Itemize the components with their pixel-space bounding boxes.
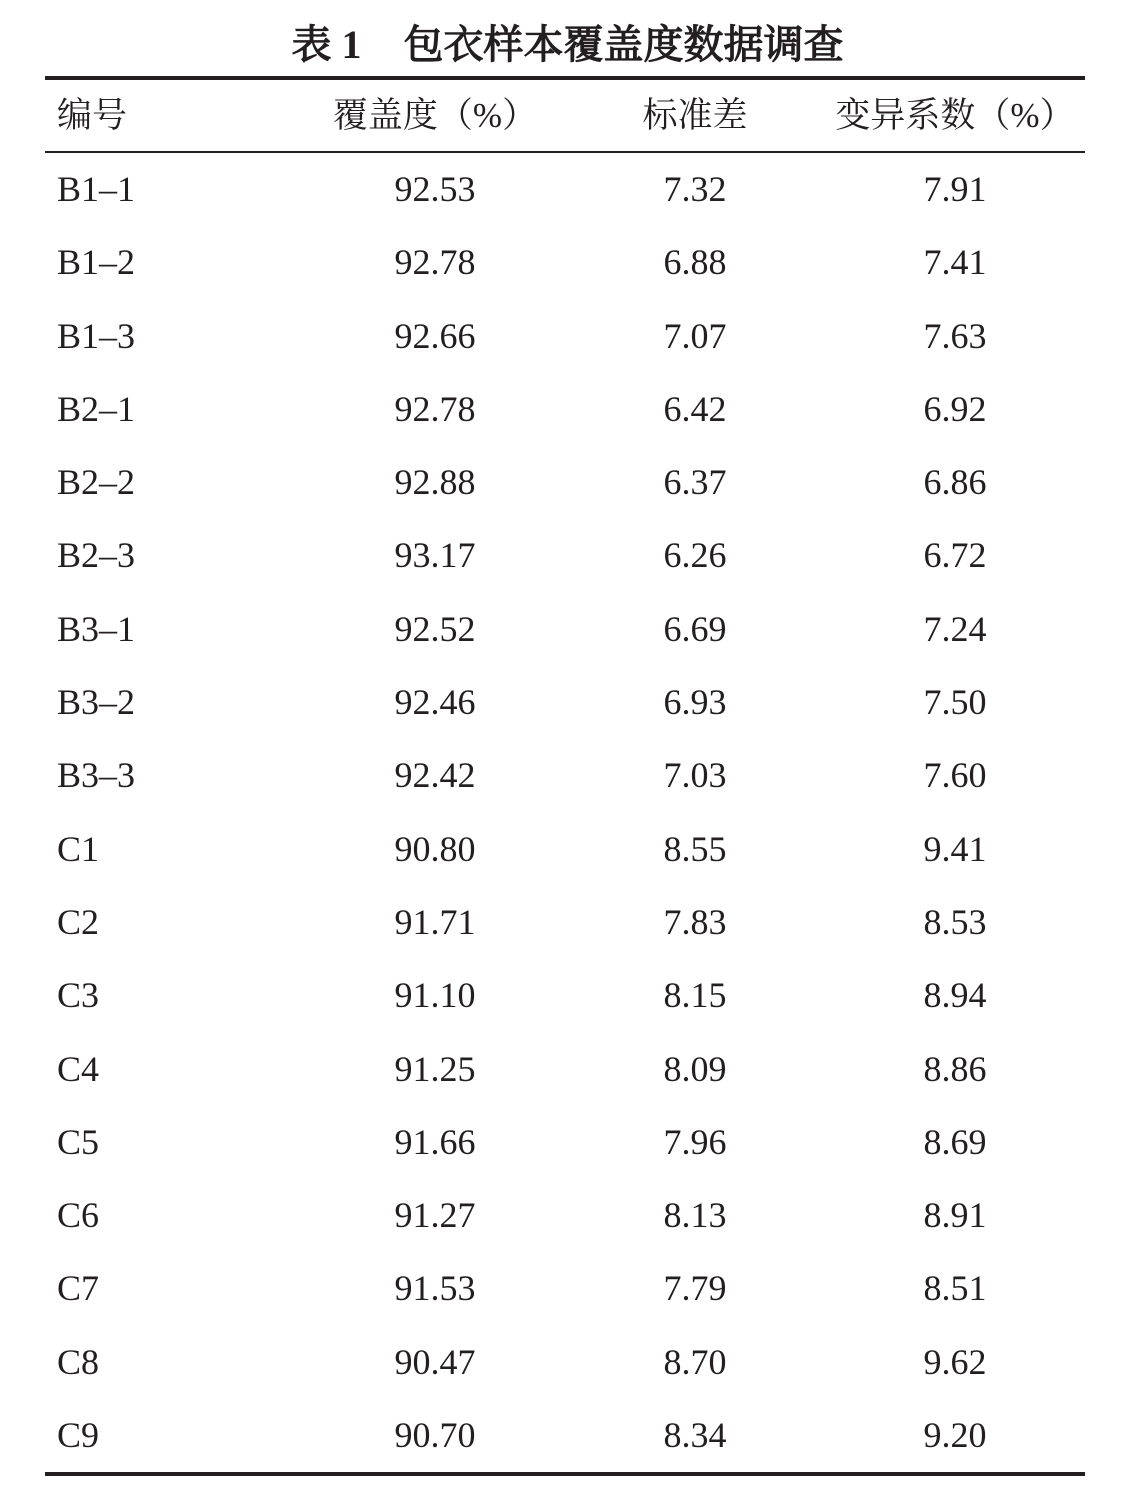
sample-id-cell: B2–3 <box>57 535 136 576</box>
sample-id-cell: C8 <box>57 1341 100 1382</box>
std-dev-cell: 7.83 <box>663 901 727 942</box>
table-row <box>45 300 1085 373</box>
table-caption <box>0 20 1135 70</box>
cv-cell: 7.91 <box>923 169 987 209</box>
table-row <box>45 153 1085 226</box>
std-dev-cell: 8.13 <box>663 1195 727 1236</box>
sample-id-cell: B2–2 <box>57 462 136 503</box>
std-dev-cell: 6.69 <box>663 608 727 649</box>
std-dev-cell: 7.32 <box>663 169 727 209</box>
std-dev-cell: 8.09 <box>663 1048 727 1089</box>
table-row <box>45 1252 1085 1325</box>
table-row <box>45 1326 1085 1399</box>
cv-cell: 7.60 <box>923 755 987 796</box>
cv-cell: 8.86 <box>923 1048 987 1089</box>
sample-id-cell: C4 <box>57 1048 100 1089</box>
coverage-cell: 91.27 <box>394 1195 476 1236</box>
coverage-cell: 90.47 <box>394 1341 476 1382</box>
table-label: 表 1 <box>291 22 362 67</box>
header-coverage: 覆盖度（%） <box>332 96 538 135</box>
sample-id-cell: C5 <box>57 1121 100 1162</box>
table-row <box>45 666 1085 739</box>
cv-cell: 8.94 <box>923 975 987 1016</box>
header-sample-id: 编号 <box>57 96 128 135</box>
sample-id-cell: B3–1 <box>57 608 136 649</box>
coverage-cell: 92.42 <box>394 755 476 796</box>
table-row <box>45 1033 1085 1106</box>
sample-id-cell: B3–3 <box>57 755 136 796</box>
table-row <box>45 959 1085 1032</box>
sample-id-cell: C9 <box>57 1415 100 1456</box>
coverage-cell: 91.10 <box>394 975 476 1016</box>
cv-cell: 9.41 <box>923 828 987 869</box>
std-dev-cell: 7.07 <box>663 315 727 356</box>
cv-cell: 8.53 <box>923 901 987 942</box>
std-dev-cell: 7.79 <box>663 1268 727 1309</box>
coverage-cell: 92.53 <box>394 169 476 209</box>
coverage-cell: 92.88 <box>394 462 476 503</box>
table-row <box>45 373 1085 446</box>
table-row <box>45 1106 1085 1179</box>
cv-cell: 6.92 <box>923 388 987 429</box>
coverage-cell: 91.25 <box>394 1048 476 1089</box>
table-row <box>45 813 1085 886</box>
std-dev-cell: 6.26 <box>663 535 727 576</box>
std-dev-cell: 7.03 <box>663 755 727 796</box>
coverage-cell: 92.66 <box>394 315 476 356</box>
coverage-cell: 92.78 <box>394 242 476 283</box>
sample-id-cell: B3–2 <box>57 682 136 723</box>
coverage-cell: 91.53 <box>394 1268 476 1309</box>
data-table <box>45 76 1085 1476</box>
coverage-cell: 90.70 <box>394 1415 476 1456</box>
table-row <box>45 446 1085 519</box>
header-std-dev: 标准差 <box>642 96 748 135</box>
table-row <box>45 519 1085 592</box>
cv-cell: 6.72 <box>923 535 987 576</box>
cv-cell: 9.62 <box>923 1341 987 1382</box>
sample-id-cell: B1–3 <box>57 315 136 356</box>
table-row <box>45 593 1085 666</box>
cv-cell: 8.69 <box>923 1121 987 1162</box>
std-dev-cell: 8.34 <box>663 1415 727 1456</box>
sample-id-cell: C2 <box>57 901 100 942</box>
table-title: 包衣样本覆盖度数据调查 <box>403 22 844 67</box>
cv-cell: 7.50 <box>923 682 987 723</box>
coverage-cell: 92.78 <box>394 388 476 429</box>
table-row <box>45 1179 1085 1252</box>
cv-cell: 7.41 <box>923 242 987 283</box>
sample-id-cell: B2–1 <box>57 388 136 429</box>
std-dev-cell: 6.37 <box>663 462 727 503</box>
sample-id-cell: C6 <box>57 1195 100 1236</box>
coverage-cell: 92.52 <box>394 608 476 649</box>
table-row <box>45 886 1085 959</box>
sample-id-cell: B1–1 <box>57 169 136 209</box>
cv-cell: 7.24 <box>923 608 987 649</box>
cv-cell: 8.51 <box>923 1268 987 1309</box>
std-dev-cell: 7.96 <box>663 1121 727 1162</box>
header-cv: 变异系数（%） <box>835 96 1075 135</box>
coverage-cell: 91.66 <box>394 1121 476 1162</box>
coverage-cell: 92.46 <box>394 682 476 723</box>
sample-id-cell: B1–2 <box>57 242 136 283</box>
sample-id-cell: C3 <box>57 975 100 1016</box>
std-dev-cell: 8.70 <box>663 1341 727 1382</box>
std-dev-cell: 6.93 <box>663 682 727 723</box>
table-row <box>45 739 1085 812</box>
coverage-cell: 93.17 <box>394 535 476 576</box>
std-dev-cell: 6.88 <box>663 242 727 283</box>
cv-cell: 7.63 <box>923 315 987 356</box>
std-dev-cell: 6.42 <box>663 388 727 429</box>
table-row <box>45 226 1085 299</box>
cv-cell: 6.86 <box>923 462 987 503</box>
std-dev-cell: 8.55 <box>663 828 727 869</box>
table-header-row <box>45 80 1085 153</box>
coverage-cell: 90.80 <box>394 828 476 869</box>
table-row <box>45 1399 1085 1472</box>
std-dev-cell: 8.15 <box>663 975 727 1016</box>
cv-cell: 8.91 <box>923 1195 987 1236</box>
cv-cell: 9.20 <box>923 1415 987 1456</box>
coverage-cell: 91.71 <box>394 901 476 942</box>
sample-id-cell: C7 <box>57 1268 100 1309</box>
sample-id-cell: C1 <box>57 828 100 869</box>
